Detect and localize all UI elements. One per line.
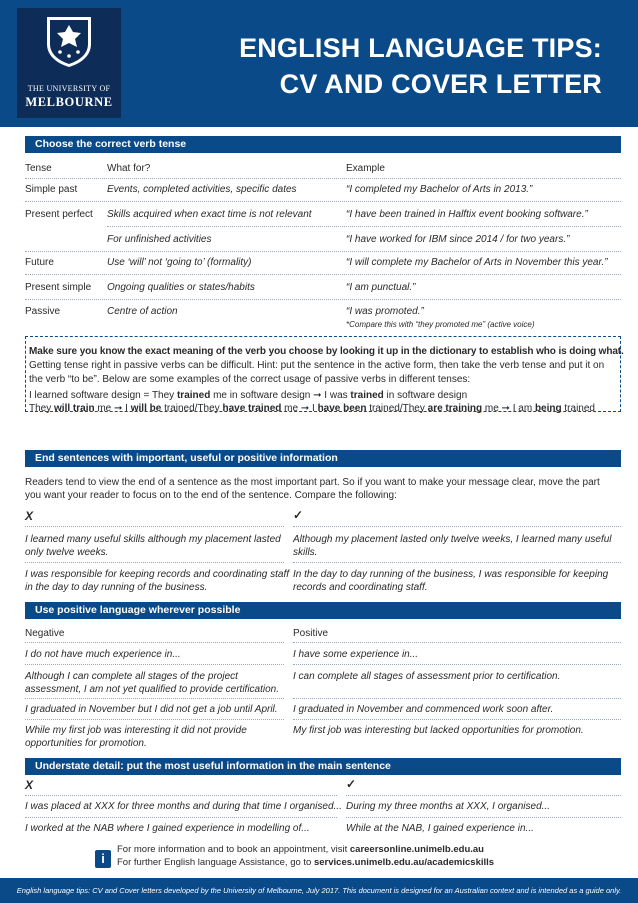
example-cell: “I have worked for IBM since 2014 / for two years.” bbox=[346, 234, 570, 245]
intro-line: Readers tend to view the end of a sentence as the most important part. So if you want to make your message clear, move the part bbox=[25, 477, 600, 488]
divider bbox=[107, 226, 621, 227]
passive-example-2: They will train me ➞ I will be trained/They have trained me ➞ I have been trained/They are training me ➞ I am being trained bbox=[29, 403, 595, 414]
purpose-cell: Skills acquired when exact time is not relevant bbox=[107, 209, 312, 220]
purpose-cell: For unfinished activities bbox=[107, 234, 212, 245]
divider bbox=[293, 642, 621, 643]
positive-example: I graduated in November and commenced work soon after. bbox=[293, 704, 554, 715]
weak-example: I learned many useful skills although my placement lasted bbox=[25, 534, 281, 545]
purpose-cell: Use ‘will’ not ‘going to’ (formality) bbox=[107, 257, 252, 268]
passive-example-1: I learned software design = They trained me in software design ➞ I was trained in software design bbox=[29, 390, 468, 401]
divider bbox=[25, 817, 337, 818]
cross-icon: X bbox=[25, 509, 34, 523]
strong-example: During my three months at XXX, I organised... bbox=[346, 801, 550, 812]
careers-link[interactable]: careersonline.unimelb.edu.au bbox=[349, 844, 484, 855]
purpose-cell: Ongoing qualities or states/habits bbox=[107, 282, 255, 293]
tense-cell: Passive bbox=[25, 306, 61, 317]
divider bbox=[25, 642, 284, 643]
divider bbox=[25, 795, 337, 796]
tip-line: Getting tense right in passive verbs can be difficult. Hint: put the sentence in the active form, then take the verb tense and put it on bbox=[29, 360, 605, 371]
negative-example: I do not have much experience in... bbox=[25, 649, 181, 660]
example-cell: “I have been trained in Halftix event booking software.” bbox=[346, 209, 588, 220]
negative-example: I graduated in November but I did not get a job until April. bbox=[25, 704, 278, 715]
divider bbox=[25, 664, 284, 665]
info-line-1: For more information and to book an appointment, visit careersonline.unimelb.edu.au bbox=[117, 844, 484, 855]
strong-example: Although my placement lasted only twelve weeks, I learned many useful bbox=[293, 534, 612, 545]
divider bbox=[293, 664, 621, 665]
example-cell: “I was promoted.” bbox=[346, 306, 424, 317]
university-logo bbox=[17, 8, 121, 118]
divider bbox=[25, 274, 621, 275]
negative-example: opportunities for promotion. bbox=[25, 738, 147, 749]
divider bbox=[25, 178, 621, 179]
strong-example: In the day to day running of the business, I was responsible for keeping bbox=[293, 569, 609, 580]
purpose-cell: Centre of action bbox=[107, 306, 178, 317]
weak-example: only twelve weeks. bbox=[25, 547, 109, 558]
col-what-for: What for? bbox=[107, 163, 151, 174]
section-heading-verb-tense: Choose the correct verb tense bbox=[25, 136, 621, 153]
divider bbox=[25, 299, 621, 300]
logo-line1: THE UNIVERSITY OF bbox=[27, 84, 111, 93]
divider bbox=[346, 817, 621, 818]
divider bbox=[25, 251, 621, 252]
positive-example: I can complete all stages of assessment prior to certification. bbox=[293, 671, 561, 682]
weak-example: I worked at the NAB where I gained experience in modelling of... bbox=[25, 823, 310, 834]
check-icon: ✓ bbox=[346, 777, 357, 791]
strong-example: skills. bbox=[293, 547, 318, 558]
tense-cell: Present simple bbox=[25, 282, 92, 293]
title-line2: CV AND COVER LETTER bbox=[279, 69, 602, 99]
example-cell: “I am punctual.” bbox=[346, 282, 416, 293]
col-tense: Tense bbox=[25, 163, 52, 174]
tense-cell: Present perfect bbox=[25, 209, 93, 220]
negative-example: assessment, I am not yet qualified to provide certification. bbox=[25, 684, 280, 695]
divider bbox=[25, 719, 284, 720]
tip-line: Make sure you know the exact meaning of the verb you choose by looking it up in the dictionary to establish who is doing what. bbox=[29, 346, 624, 357]
check-icon: ✓ bbox=[293, 508, 304, 522]
divider bbox=[293, 562, 621, 563]
passive-note: *Compare this with “they promoted me” (active voice) bbox=[346, 320, 535, 329]
negative-label: Negative bbox=[25, 628, 65, 639]
footer: English language tips: CV and Cover letters developed by the University of Melbourne, July 2017. This document is designed for an Australian context and is intended as a guide only. bbox=[0, 878, 638, 903]
header-banner bbox=[0, 0, 638, 127]
negative-example: Although I can complete all stages of the project bbox=[25, 671, 238, 682]
example-cell: “I will complete my Bachelor of Arts in November this year.” bbox=[346, 257, 608, 268]
strong-example: While at the NAB, I gained experience in... bbox=[346, 823, 534, 834]
tip-box bbox=[25, 336, 624, 414]
strong-example: records and coordinating staff. bbox=[293, 582, 428, 593]
weak-example: I was placed at XXX for three months and during that time I organised... bbox=[25, 801, 342, 812]
positive-label: Positive bbox=[293, 628, 329, 639]
divider bbox=[25, 562, 284, 563]
logo-line2: MELBOURNE bbox=[25, 95, 113, 109]
tense-cell: Simple past bbox=[25, 184, 78, 195]
info-line-2: For further English language Assistance, go to services.unimelb.edu.au/academicskills bbox=[117, 857, 495, 868]
intro-line: you want your reader to focus on to the end of the sentence. Compare the following: bbox=[25, 490, 397, 501]
page-title bbox=[239, 30, 602, 102]
divider bbox=[293, 698, 621, 699]
divider bbox=[293, 719, 621, 720]
col-example: Example bbox=[346, 163, 385, 174]
positive-example: I have some experience in... bbox=[293, 649, 419, 660]
divider bbox=[25, 698, 284, 699]
crest-icon bbox=[44, 14, 94, 68]
positive-example: My first job was interesting but lacked opportunities for promotion. bbox=[293, 725, 584, 736]
negative-example: While my first job was interesting it did not provide bbox=[25, 725, 247, 736]
section-heading-understate-detail: Understate detail: put the most useful information in the main sentence bbox=[25, 758, 621, 775]
divider bbox=[25, 201, 621, 202]
section-heading-end-sentences: End sentences with important, useful or positive information bbox=[25, 450, 621, 467]
divider bbox=[346, 795, 621, 796]
purpose-cell: Events, completed activities, specific dates bbox=[107, 184, 297, 195]
title-line1: ENGLISH LANGUAGE TIPS: bbox=[239, 33, 602, 63]
cross-icon: X bbox=[25, 778, 34, 792]
divider bbox=[25, 526, 284, 527]
tip-line: the verb “to be”. Below are some examples of the correct usage of passive verbs in different tenses: bbox=[29, 374, 471, 385]
section-heading-positive-language: Use positive language wherever possible bbox=[25, 602, 621, 619]
services-link[interactable]: services.unimelb.edu.au/academicskills bbox=[313, 857, 495, 868]
example-cell: “I completed my Bachelor of Arts in 2013.” bbox=[346, 184, 533, 195]
weak-example: in the day to day running of the business. bbox=[25, 582, 208, 593]
info-icon: i bbox=[95, 850, 111, 868]
tense-cell: Future bbox=[25, 257, 54, 268]
weak-example: I was responsible for keeping records and coordinating staff bbox=[25, 569, 290, 580]
divider bbox=[293, 526, 621, 527]
